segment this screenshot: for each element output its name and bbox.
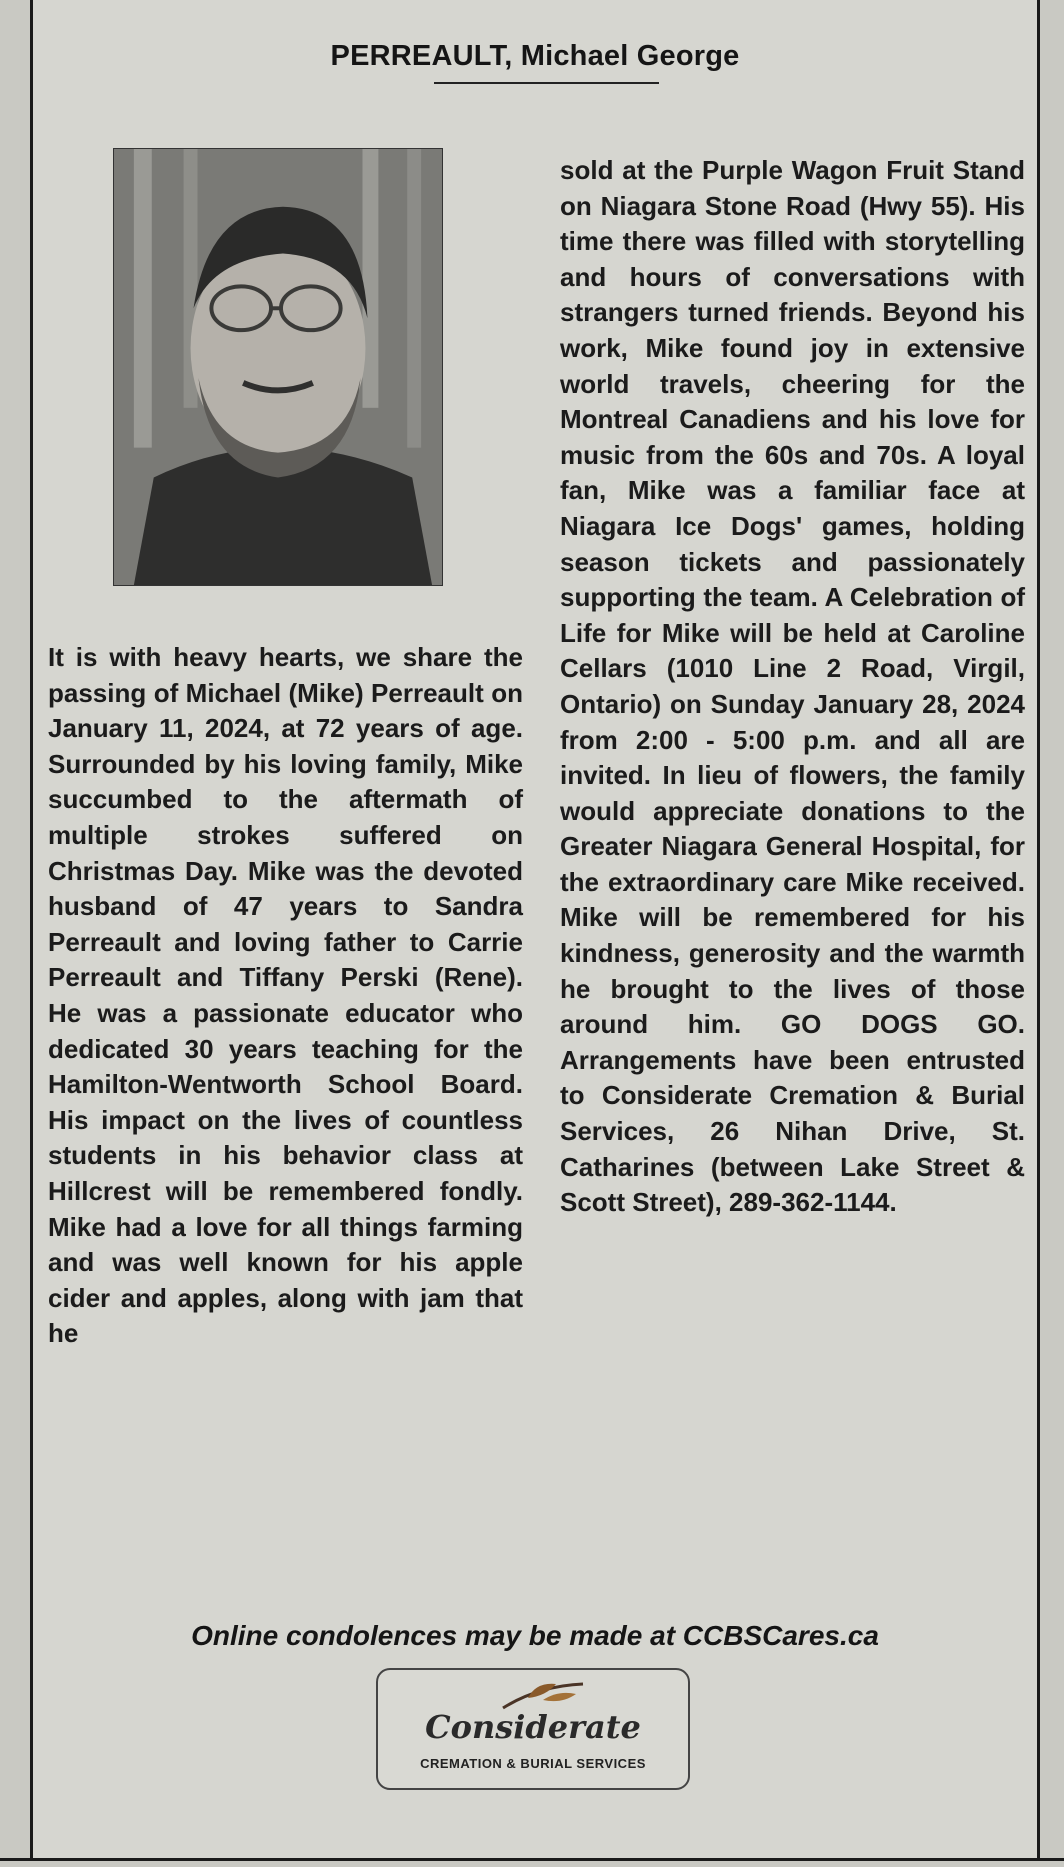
online-condolences: Online condolences may be made at CCBSCares.ca [191, 1620, 879, 1651]
obituary-right-column: sold at the Purple Wagon Fruit Stand on Niagara Stone Road (Hwy 55). His time there was filled with storytelling and hours of conversations with strangers turned friends. Beyond his work, Mike found joy in extensive world travels, cheering for the Montreal Canadiens and his love for music from the 60s and 70s. A loyal fan, Mike was a familiar face at Niagara Ice Dogs' games, holding season tickets and passionately supporting the team. A Celebration of Life for Mike will be held at Caroline Cellars (1010 Line 2 Road, Virgil, Ontario) on Sunday January 28, 2024 from 2:00 - 5:00 p.m. and all are invited. In lieu of flowers, the family would appreciate donations to the Greater Niagara General Hospital, for the extraordinary care Mike received. Mike will be remembered for his kindness, generosity and the warmth he brought to the lives of those around him. GO DOGS GO. Arrangements have been entrusted to Considerate Cremation & Burial Services, 26 Nihan Drive, St. Catharines (between Lake Street & Scott Street), 289-362-1144. [560, 155, 1025, 1218]
logo-name: Considerate [425, 1708, 641, 1746]
considerate-logo [376, 1668, 690, 1790]
bottom-border [0, 1858, 1064, 1861]
obituary-card [30, 0, 1040, 1858]
logo-subtitle: CREMATION & BURIAL SERVICES [420, 1756, 646, 1771]
title-underline [434, 82, 659, 84]
portrait-photo [113, 148, 443, 586]
obituary-title: PERREAULT, Michael George [330, 40, 740, 72]
obituary-left-column: It is with heavy hearts, we share the passing of Michael (Mike) Perreault on January 11, 2024, at 72 years of age. Surrounded by his loving family, Mike succumbed to the aftermath of multiple strokes suffered on Christmas Day. Mike was the devoted husband of 47 years to Sandra Perreault and loving father to Carrie Perreault and Tiffany Perski (Rene). He was a passionate educator who dedicated 30 years teaching for the Hamilton-Wentworth School Board. His impact on the lives of countless students in his behavior class at Hillcrest will be remembered fondly. Mike had a love for all things farming and was well known for his apple cider and apples, along with jam that he [48, 642, 523, 1349]
